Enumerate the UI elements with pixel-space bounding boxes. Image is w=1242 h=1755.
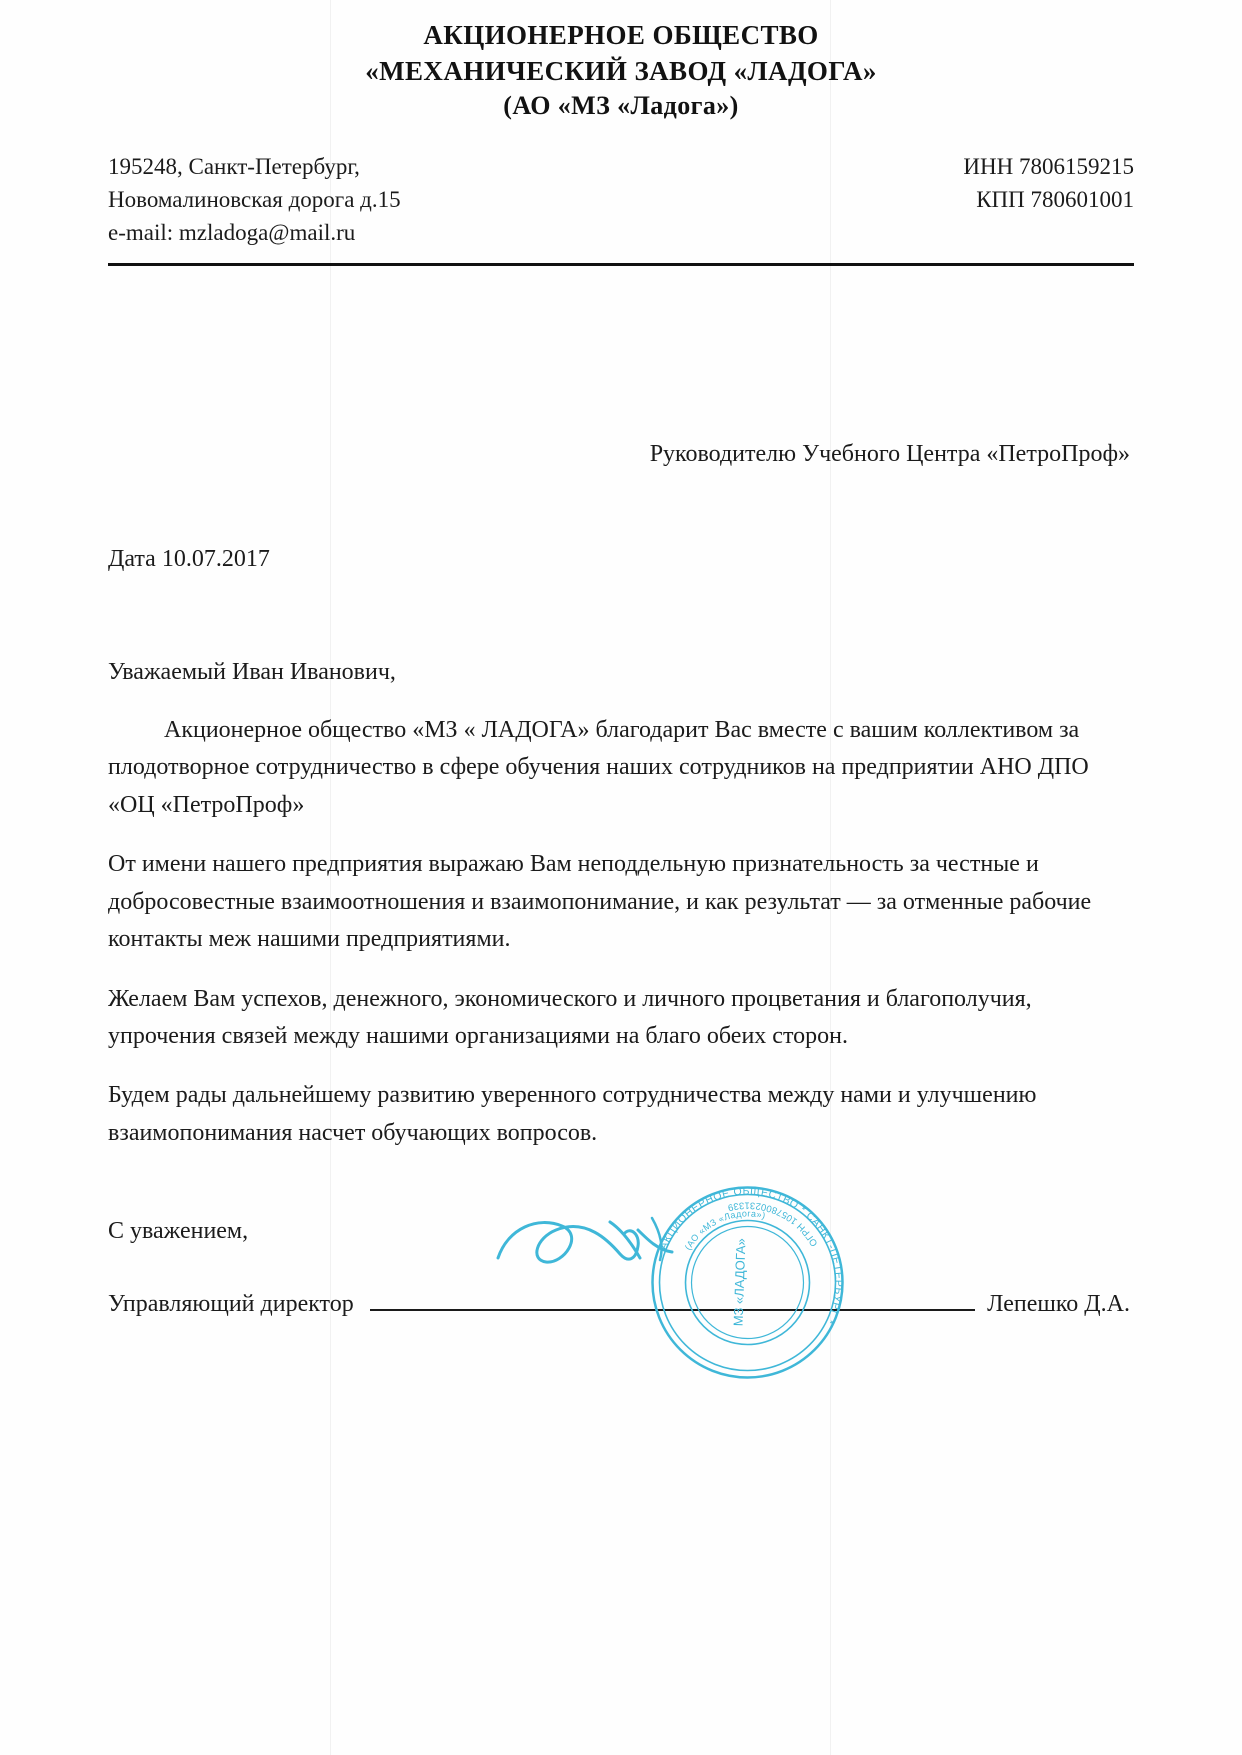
addressee-line: Руководителю Учебного Центра «ПетроПроф» (649, 440, 1130, 467)
company-line-2: «МЕХАНИЧЕСКИЙ ЗАВОД «ЛАДОГА» (365, 55, 877, 86)
paragraph-4: Будем рады дальнейшему развитию уверенного сотрудничества между нами и улучшению взаимопонимания насчет обучающих вопросов. (108, 1082, 1037, 1146)
svg-text:(АО «МЗ «Ладога»): (АО «МЗ «Ладога») (682, 1208, 767, 1252)
contacts-block (0, 150, 1242, 249)
scan-fold-line-left (330, 0, 331, 1755)
paragraph-2: От имени нашего предприятия выражаю Вам неподдельную признательность за честные и добросовестные взаимоотношения и взаимопонимание, и как результат — за отменные рабочие контакты меж нашими предприятиями. (108, 851, 1092, 953)
signature-line (370, 1308, 975, 1311)
header-divider (108, 263, 1134, 266)
paragraph-1: Акционерное общество «МЗ « ЛАДОГА» благодарит Вас вместе с вашим коллективом за плодотворное сотрудничество в сфере обучения наших сотрудников на предприятии АНО ДПО «ОЦ «ПетроПроф» (108, 716, 1089, 818)
letter-body (0, 712, 1242, 1152)
contacts-address (108, 150, 401, 249)
signature-row (108, 1291, 1130, 1318)
company-line-1: АКЦИОНЕРНОЕ ОБЩЕСТВО (423, 20, 819, 50)
address-line-1: 195248, Санкт-Петербург, (108, 153, 360, 179)
svg-text:МЗ «ЛАДОГА»: МЗ «ЛАДОГА» (730, 1237, 749, 1327)
salutation-line: Уважаемый Иван Иванович, (108, 658, 396, 685)
signer-title: Управляющий директор (108, 1291, 354, 1317)
scan-fold-line-right (830, 0, 831, 1755)
kpp-value: КПП 780601001 (976, 186, 1134, 212)
address-line-2: Новомалиновская дорога д.15 (108, 186, 401, 212)
signer-name: Лепешко Д.А. (987, 1291, 1130, 1317)
svg-text:АКЦИОНЕРНОЕ ОБЩЕСТВО * САНКТ-П: АКЦИОНЕРНОЕ ОБЩЕСТВО * САНКТ-ПЕТЕРБУРГ * (657, 1185, 845, 1327)
closing-regards: С уважением, (108, 1218, 249, 1244)
company-line-3: (АО «МЗ «Ладога») (503, 91, 739, 121)
svg-text:ОГРН 1057800231339: ОГРН 1057800231339 (726, 1199, 821, 1249)
signature-block (108, 1218, 1130, 1318)
contacts-tax-ids (963, 150, 1134, 216)
date-line: Дата 10.07.2017 (108, 545, 270, 572)
email-line: e-mail: mzladoga@mail.ru (108, 219, 356, 245)
paragraph-3: Желаем Вам успехов, денежного, экономического и личного процветания и благополучия, упрочения связей между нашими организациями на благо обеих сторон. (108, 985, 1032, 1049)
letterhead-header (0, 0, 1242, 124)
inn-value: ИНН 7806159215 (963, 153, 1134, 179)
